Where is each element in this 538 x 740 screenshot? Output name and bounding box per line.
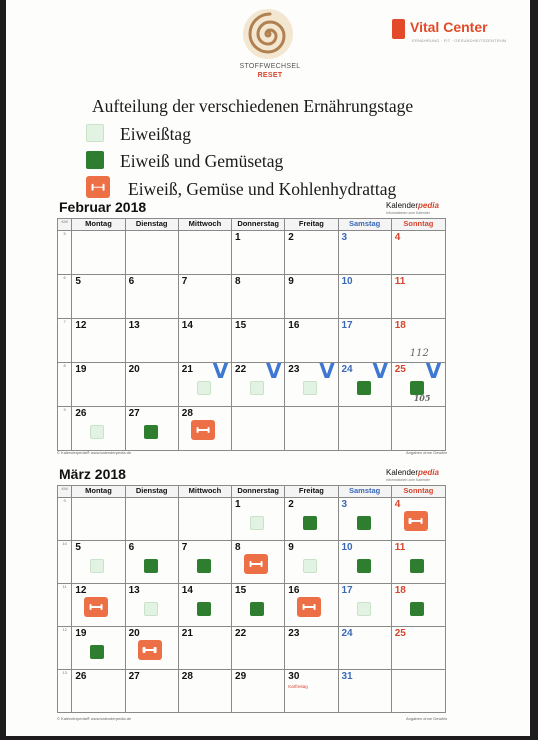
day-number: 20 bbox=[128, 628, 140, 639]
day-number: 11 bbox=[394, 276, 406, 287]
calendar-day-cell bbox=[338, 670, 391, 713]
calendar-week-row bbox=[58, 319, 446, 363]
day-number: 7 bbox=[181, 542, 188, 553]
calendar-day-cell bbox=[178, 541, 231, 584]
calendar-day-cell bbox=[232, 627, 285, 670]
dumbbell-icon bbox=[297, 597, 321, 617]
calendar-day-cell bbox=[72, 584, 125, 627]
dark-green-square-icon bbox=[90, 645, 104, 659]
calendar-day-cell bbox=[285, 498, 338, 541]
calendar-day-cell bbox=[125, 275, 178, 319]
day-number: 17 bbox=[341, 585, 353, 596]
light-green-square-icon bbox=[303, 381, 317, 395]
calendar-day-cell bbox=[285, 584, 338, 627]
day-number: 18 bbox=[394, 585, 406, 596]
day-number: 30 bbox=[288, 671, 300, 682]
kalenderpedia-logo: Kalenderpedia bbox=[386, 201, 439, 210]
weekday-header: Dienstag bbox=[125, 486, 178, 498]
week-number: 9 bbox=[58, 407, 72, 451]
day-number: 2 bbox=[288, 499, 294, 510]
day-number: 5 bbox=[75, 276, 81, 287]
day-number: 2 bbox=[288, 232, 294, 243]
day-number: 20 bbox=[128, 364, 140, 375]
calendar-day-cell bbox=[338, 319, 391, 363]
day-number: 13 bbox=[128, 585, 140, 596]
calendar-day-cell bbox=[125, 231, 178, 275]
light-green-square-icon bbox=[303, 559, 317, 573]
calendar-day-cell bbox=[232, 359, 285, 407]
calendar-day-cell bbox=[125, 541, 178, 584]
day-number: 15 bbox=[235, 320, 247, 331]
calendar-day-cell bbox=[391, 319, 445, 363]
light-green-square-icon bbox=[144, 602, 158, 616]
calendar-day-cell bbox=[72, 627, 125, 670]
day-number: 17 bbox=[341, 320, 353, 331]
kalenderpedia-subtitle: Informationen zum Kalender bbox=[386, 211, 430, 215]
calendar-day-cell bbox=[72, 363, 125, 407]
calendar-week-row bbox=[58, 541, 446, 584]
week-number: 11 bbox=[58, 584, 72, 627]
calendar-day-cell bbox=[391, 541, 445, 584]
stoffwechsel-swirl-logo-icon bbox=[242, 8, 294, 60]
day-number: 10 bbox=[341, 276, 353, 287]
day-number: 6 bbox=[128, 276, 135, 287]
weekday-header: Sonntag bbox=[391, 219, 445, 231]
calendar-day-cell bbox=[72, 275, 125, 319]
kalenderpedia-subtitle: Informationen zum Kalender bbox=[386, 478, 430, 482]
day-number: 25 bbox=[394, 364, 406, 375]
legend-item-gemuesetag bbox=[86, 149, 386, 173]
day-number: 16 bbox=[288, 585, 300, 596]
light-green-square-icon bbox=[250, 381, 264, 395]
calendar-week-row bbox=[58, 275, 446, 319]
february-footer-right: Angaben ohne Gewähr bbox=[406, 450, 448, 455]
calendar-day-cell bbox=[338, 498, 391, 541]
day-number: 29 bbox=[235, 671, 247, 682]
logo-line2: RESET bbox=[257, 72, 283, 79]
legend-label: Eiweiß, Gemüse und Kohlenhydrattag bbox=[128, 179, 397, 199]
march-footer-left: © Kalenderpedia® www.kalenderpedia.de bbox=[57, 716, 132, 721]
blue-check-mark-icon: V bbox=[372, 359, 388, 383]
calendar-week-row bbox=[58, 584, 446, 627]
calendar-day-cell bbox=[232, 584, 285, 627]
dark-green-square-icon bbox=[410, 559, 424, 573]
calendar-day-cell bbox=[178, 498, 231, 541]
february-title: Februar 2018 bbox=[59, 199, 147, 215]
calendar-day-cell bbox=[232, 498, 285, 541]
week-number: 9 bbox=[58, 498, 72, 541]
day-number: 12 bbox=[75, 585, 87, 596]
calendar-day-cell bbox=[178, 359, 231, 407]
weekday-header: Mittwoch bbox=[178, 486, 231, 498]
day-number: 18 bbox=[394, 320, 406, 331]
vital-center-badge-icon bbox=[392, 19, 405, 39]
calendar-day-cell bbox=[72, 498, 125, 541]
dumbbell-icon bbox=[138, 640, 162, 660]
calendar-day-cell bbox=[178, 627, 231, 670]
weekday-header: Donnerstag bbox=[232, 219, 285, 231]
light-green-square-icon bbox=[250, 516, 264, 530]
calendar-day-cell bbox=[391, 275, 445, 319]
day-number: 28 bbox=[181, 671, 193, 682]
day-number: 27 bbox=[128, 671, 140, 682]
day-number: 16 bbox=[288, 320, 300, 331]
calendar-week-row bbox=[58, 231, 446, 275]
calendar-day-cell bbox=[72, 407, 125, 451]
calendar-day-cell bbox=[338, 627, 391, 670]
week-number: 10 bbox=[58, 541, 72, 584]
weekday-header: Montag bbox=[72, 219, 125, 231]
weekday-header: Sonntag bbox=[391, 486, 445, 498]
kw-header: KW bbox=[58, 219, 72, 231]
dumbbell-icon bbox=[244, 554, 268, 574]
calendar-day-cell bbox=[338, 407, 391, 451]
calendar-week-row bbox=[58, 363, 446, 407]
weekday-header: Samstag bbox=[338, 486, 391, 498]
dark-green-square-icon bbox=[357, 381, 371, 395]
dark-green-square-icon bbox=[197, 559, 211, 573]
day-number: 19 bbox=[75, 364, 87, 375]
calendar-day-cell bbox=[178, 584, 231, 627]
day-number: 3 bbox=[341, 232, 348, 243]
calendar-day-cell bbox=[391, 584, 445, 627]
calendar-day-cell bbox=[338, 541, 391, 584]
holiday-label: Karfreitag bbox=[288, 684, 308, 689]
weekday-header: Donnerstag bbox=[232, 486, 285, 498]
vital-center-logo bbox=[392, 13, 507, 47]
calendar-day-cell bbox=[178, 275, 231, 319]
calendar-day-cell bbox=[391, 231, 445, 275]
calendar-week-row bbox=[58, 670, 446, 713]
blue-check-mark-icon: V bbox=[212, 359, 229, 383]
day-number: 4 bbox=[394, 232, 401, 243]
legend-title: Aufteilung der verschiedenen Ernährungstage bbox=[92, 96, 414, 116]
day-number: 13 bbox=[128, 320, 140, 331]
day-number: 9 bbox=[288, 276, 294, 287]
kalenderpedia-logo: Kalenderpedia bbox=[386, 468, 439, 477]
week-number: 7 bbox=[58, 319, 72, 363]
day-number: 14 bbox=[181, 320, 193, 331]
day-number: 9 bbox=[288, 542, 294, 553]
weekday-header: Dienstag bbox=[125, 219, 178, 231]
calendar-day-cell bbox=[285, 231, 338, 275]
march-calendar bbox=[57, 485, 446, 713]
calendar-day-cell bbox=[72, 541, 125, 584]
light-green-square-icon bbox=[90, 425, 104, 439]
calendar-day-cell bbox=[72, 231, 125, 275]
dumbbell-icon bbox=[191, 420, 215, 440]
calendar-week-row bbox=[58, 498, 446, 541]
day-number: 6 bbox=[128, 542, 135, 553]
dark-green-square-icon bbox=[303, 516, 317, 530]
day-number: 3 bbox=[341, 499, 348, 510]
day-number: 24 bbox=[341, 364, 353, 375]
weekday-header: Freitag bbox=[285, 219, 338, 231]
march-title: März 2018 bbox=[59, 466, 126, 482]
week-number: 5 bbox=[58, 231, 72, 275]
day-number: 21 bbox=[181, 364, 193, 375]
march-footer-right: Angaben ohne Gewähr bbox=[406, 716, 448, 721]
calendar-day-cell bbox=[178, 670, 231, 713]
document-page bbox=[6, 0, 530, 736]
stoffwechsel-logo-text bbox=[228, 62, 312, 80]
day-number: 25 bbox=[394, 628, 406, 639]
calendar-day-cell bbox=[338, 275, 391, 319]
calendar-day-cell bbox=[232, 319, 285, 363]
week-number: 8 bbox=[58, 363, 72, 407]
february-footer-left: © Kalenderpedia® www.kalenderpedia.de bbox=[57, 450, 132, 455]
dark-green-square-icon bbox=[357, 559, 371, 573]
calendar-week-row bbox=[58, 627, 446, 670]
calendar-day-cell bbox=[285, 319, 338, 363]
dark-green-square-icon bbox=[250, 602, 264, 616]
light-green-square-icon bbox=[197, 381, 211, 395]
day-number: 8 bbox=[235, 276, 241, 287]
blue-check-mark-icon: V bbox=[425, 359, 442, 383]
day-number: 10 bbox=[341, 542, 353, 553]
calendar-day-cell bbox=[285, 407, 338, 451]
day-number: 22 bbox=[235, 628, 247, 639]
light-green-square-icon bbox=[86, 124, 104, 142]
february-calendar bbox=[57, 218, 446, 451]
dumbbell-icon bbox=[86, 176, 110, 198]
pencil-note: 105 bbox=[413, 393, 431, 403]
day-number: 1 bbox=[235, 232, 241, 243]
calendar-day-cell bbox=[338, 231, 391, 275]
dark-green-square-icon bbox=[86, 151, 104, 169]
calendar-day-cell bbox=[285, 627, 338, 670]
dumbbell-icon bbox=[84, 597, 108, 617]
calendar-day-cell bbox=[72, 670, 125, 713]
day-number: 24 bbox=[341, 628, 353, 639]
day-number: 26 bbox=[75, 671, 87, 682]
dark-green-square-icon bbox=[197, 602, 211, 616]
day-number: 14 bbox=[181, 585, 193, 596]
day-number: 15 bbox=[235, 585, 247, 596]
weekday-header: Samstag bbox=[338, 219, 391, 231]
blue-check-mark-icon: V bbox=[266, 359, 282, 383]
day-number: 23 bbox=[288, 628, 300, 639]
day-number: 23 bbox=[288, 364, 300, 375]
calendar-week-row bbox=[58, 407, 446, 451]
day-number: 1 bbox=[235, 499, 241, 510]
calendar-day-cell bbox=[338, 359, 391, 407]
calendar-day-cell bbox=[285, 541, 338, 584]
blue-check-mark-icon: V bbox=[319, 359, 335, 383]
vital-center-subtitle: ERNÄHRUNG · FIT · GESUNDHEITSZENTRUM bbox=[412, 38, 507, 43]
legend-label: Eiweißtag bbox=[120, 124, 191, 144]
calendar-day-cell bbox=[338, 584, 391, 627]
day-number: 8 bbox=[235, 542, 241, 553]
day-number: 7 bbox=[181, 276, 188, 287]
kw-header: KW bbox=[58, 486, 72, 498]
legend-item-kohlenhydrattag bbox=[86, 176, 446, 200]
day-number: 11 bbox=[394, 542, 406, 553]
day-number: 12 bbox=[75, 320, 87, 331]
calendar-day-cell bbox=[125, 584, 178, 627]
week-number: 12 bbox=[58, 627, 72, 670]
day-number: 31 bbox=[341, 671, 353, 682]
day-number: 5 bbox=[75, 542, 81, 553]
dark-green-square-icon bbox=[410, 602, 424, 616]
logo-line1: STOFFWECHSEL bbox=[239, 63, 301, 70]
calendar-day-cell bbox=[232, 231, 285, 275]
calendar-day-cell bbox=[125, 363, 178, 407]
legend-label: Eiweiß und Gemüsetag bbox=[120, 151, 284, 171]
pencil-note: 112 bbox=[409, 348, 429, 359]
vital-center-name: Vital Center bbox=[410, 19, 488, 35]
day-number: 28 bbox=[181, 408, 193, 419]
day-number: 27 bbox=[128, 408, 140, 419]
calendar-day-cell bbox=[232, 275, 285, 319]
calendar-day-cell bbox=[178, 407, 231, 451]
light-green-square-icon bbox=[90, 559, 104, 573]
calendar-day-cell bbox=[125, 498, 178, 541]
day-number: 22 bbox=[235, 364, 247, 375]
day-number: 26 bbox=[75, 408, 87, 419]
calendar-day-cell bbox=[232, 670, 285, 713]
calendar-day-cell bbox=[232, 541, 285, 584]
dark-green-square-icon bbox=[357, 516, 371, 530]
calendar-day-cell bbox=[285, 670, 338, 713]
day-number: 4 bbox=[394, 499, 401, 510]
calendar-day-cell bbox=[178, 231, 231, 275]
day-number: 21 bbox=[181, 628, 193, 639]
calendar-day-cell bbox=[232, 407, 285, 451]
calendar-day-cell bbox=[391, 670, 445, 713]
dumbbell-icon bbox=[404, 511, 428, 531]
weekday-header: Freitag bbox=[285, 486, 338, 498]
calendar-day-cell bbox=[125, 627, 178, 670]
calendar-day-cell bbox=[391, 359, 445, 407]
dark-green-square-icon bbox=[144, 559, 158, 573]
calendar-day-cell bbox=[391, 407, 445, 451]
light-green-square-icon bbox=[357, 602, 371, 616]
calendar-day-cell bbox=[72, 319, 125, 363]
calendar-day-cell bbox=[391, 498, 445, 541]
calendar-day-cell bbox=[391, 627, 445, 670]
week-number: 13 bbox=[58, 670, 72, 713]
calendar-day-cell bbox=[125, 407, 178, 451]
dark-green-square-icon bbox=[144, 425, 158, 439]
calendar-day-cell bbox=[125, 670, 178, 713]
calendar-day-cell bbox=[285, 275, 338, 319]
week-number: 6 bbox=[58, 275, 72, 319]
day-number: 19 bbox=[75, 628, 87, 639]
weekday-header: Montag bbox=[72, 486, 125, 498]
calendar-day-cell bbox=[125, 319, 178, 363]
weekday-header: Mittwoch bbox=[178, 219, 231, 231]
calendar-day-cell bbox=[178, 319, 231, 363]
legend-item-eiweisstag bbox=[86, 122, 386, 146]
calendar-day-cell bbox=[285, 359, 338, 407]
